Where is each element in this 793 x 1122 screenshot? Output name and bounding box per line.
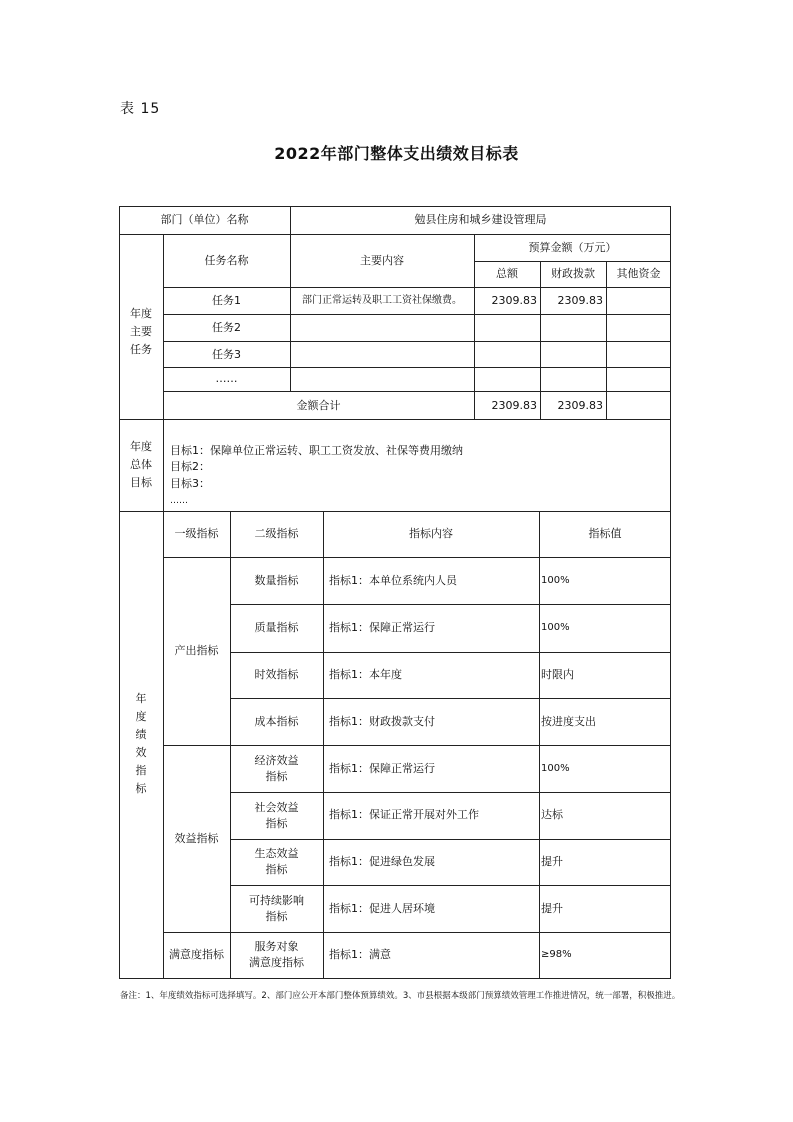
indicator-value: 提升 xyxy=(541,855,563,868)
annual-tasks-label: 年度 主要 任务 xyxy=(130,307,152,356)
indicator-content: 指标1：保障正常运行 xyxy=(329,762,435,775)
indicator-content: 指标1：财政拨款支付 xyxy=(329,715,435,728)
task-total: 2309.83 xyxy=(491,294,537,307)
overall-goals-label: 年度 总体 目标 xyxy=(130,440,152,489)
department-label: 部门（单位）名称 xyxy=(160,213,249,226)
level2-indicator: 时效指标 xyxy=(254,668,299,681)
level2-indicator: 数量指标 xyxy=(254,574,299,587)
task-name: 任务3 xyxy=(212,348,241,361)
level2-indicator: 经济效益 指标 xyxy=(254,754,299,783)
level2-indicator: 服务对象 满意度指标 xyxy=(249,940,304,969)
indicator-content: 指标1：本年度 xyxy=(329,668,402,681)
main-content-header: 主要内容 xyxy=(360,254,404,267)
satisfaction-indicator-group: 满意度指标 xyxy=(169,948,224,961)
indicator-content: 指标1：保障正常运行 xyxy=(329,621,435,634)
performance-label: 年 度 绩 效 指 标 xyxy=(135,692,147,795)
task-content: 部门正常运转及职工工资社保缴费。 xyxy=(302,295,462,306)
indicator-value: 100% xyxy=(541,575,570,586)
sum-total: 2309.83 xyxy=(491,399,537,412)
task-fiscal: 2309.83 xyxy=(557,294,603,307)
goal-line: 目标1：保障单位正常运转、职工工资发放、社保等费用缴纳 xyxy=(170,444,463,457)
fiscal-header: 财政拨款 xyxy=(551,267,595,280)
indicator-value: 100% xyxy=(541,763,570,774)
table-number: 表 15 xyxy=(120,101,161,117)
indicator-content: 指标1：保证正常开展对外工作 xyxy=(329,808,479,821)
indicator-value-header: 指标值 xyxy=(588,527,622,540)
department-name: 勉县住房和城乡建设管理局 xyxy=(414,213,547,226)
benefit-indicator-group: 效益指标 xyxy=(174,832,219,845)
level2-indicator: 可持续影响 指标 xyxy=(249,894,304,923)
indicator-content: 指标1：促进绿色发展 xyxy=(329,855,435,868)
indicator-value: ≥98% xyxy=(541,949,572,960)
level2-indicator: 质量指标 xyxy=(254,621,299,634)
indicator-content-header: 指标内容 xyxy=(409,527,453,540)
page-title: 2022年部门整体支出绩效目标表 xyxy=(274,144,519,163)
goal-line: …… xyxy=(170,496,188,506)
task-name: 任务2 xyxy=(212,321,241,334)
level2-indicator: 成本指标 xyxy=(254,715,299,728)
task-name: 任务1 xyxy=(212,294,241,307)
footnote: 备注：1、年度绩效指标可选择填写。2、部门应公开本部门整体预算绩效。3、市县根据本级部门预算绩效管理工作推进情况，统一部署，积极推进。 xyxy=(120,991,681,1001)
indicator-value: 按进度支出 xyxy=(541,715,596,728)
indicator-content: 指标1：满意 xyxy=(329,948,391,961)
sum-label: 金额合计 xyxy=(296,399,341,412)
level2-header: 二级指标 xyxy=(254,527,299,540)
goal-line: 目标2： xyxy=(170,460,210,473)
level2-indicator: 社会效益 指标 xyxy=(254,801,299,830)
indicator-content: 指标1：本单位系统内人员 xyxy=(329,574,457,587)
indicator-value: 提升 xyxy=(541,902,563,915)
indicator-value: 时限内 xyxy=(541,668,574,681)
output-indicator-group: 产出指标 xyxy=(174,644,219,657)
indicator-content: 指标1：促进人居环境 xyxy=(329,902,435,915)
goal-line: 目标3： xyxy=(170,477,210,490)
indicator-value: 100% xyxy=(541,622,570,633)
level1-header: 一级指标 xyxy=(174,527,219,540)
budget-header: 预算金额（万元） xyxy=(528,241,617,254)
task-name: …… xyxy=(215,372,238,385)
indicator-value: 达标 xyxy=(541,808,563,821)
level2-indicator: 生态效益 指标 xyxy=(254,847,299,876)
task-name-header: 任务名称 xyxy=(204,254,249,267)
total-header: 总额 xyxy=(496,267,518,280)
other-funds-header: 其他资金 xyxy=(616,267,661,280)
sum-fiscal: 2309.83 xyxy=(557,399,603,412)
